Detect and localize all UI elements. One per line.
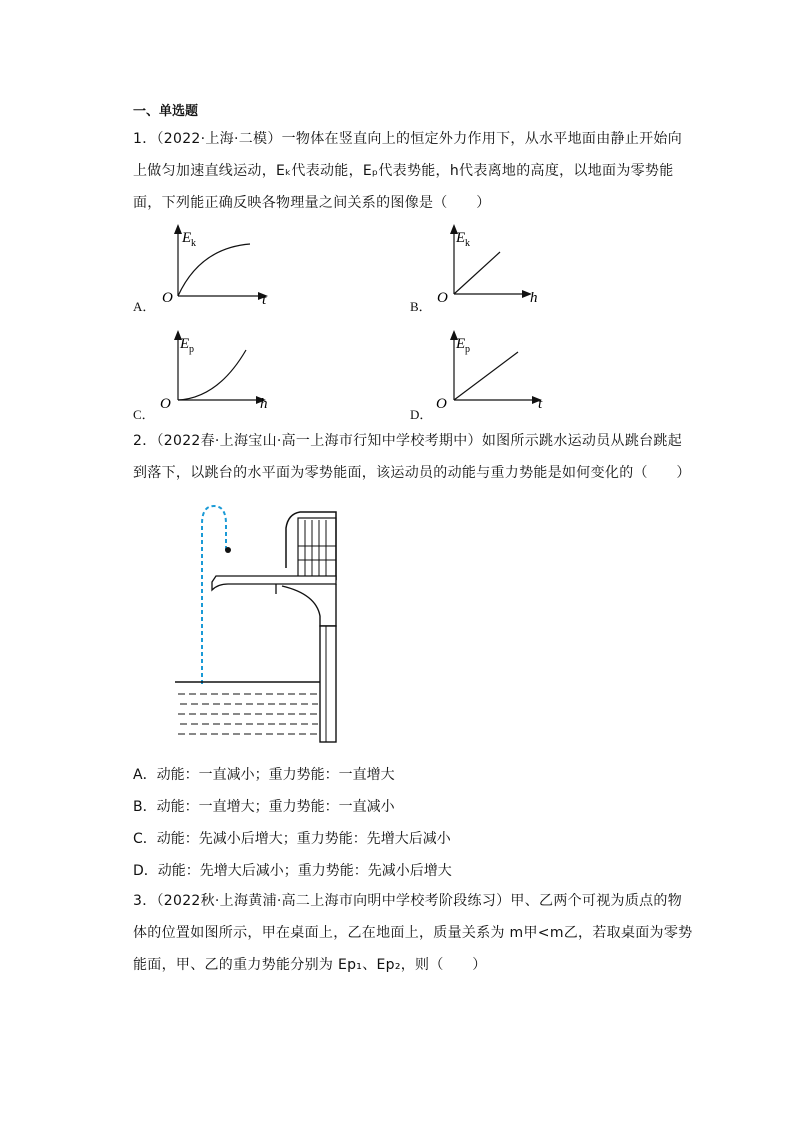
q1-d-ysub: p [465,344,470,355]
q1-c-curve [178,350,246,400]
q1-b-ylabel: E [456,230,466,246]
q1-option-b-graph [434,222,554,312]
q1-d-origin: O [436,396,447,412]
q1-line-2: 上做匀加速直线运动，Eₖ代表动能，Eₚ代表势能，h代表离地的高度，以地面为零势能 [133,163,674,179]
q2-choice-a: A．动能：一直减小；重力势能：一直增大 [133,767,395,783]
q2-choice-d: D．动能：先增大后减小；重力势能：先减小后增大 [133,863,452,879]
q1-a-ysub: k [191,238,196,249]
q2-choice-b: B．动能：一直增大；重力势能：一直减小 [133,799,395,815]
q1-b-xlabel: h [530,290,538,306]
q1-option-a-label: A． [133,299,156,314]
q1-b-ysub: k [465,238,470,249]
q2-choice-c: C．动能：先减小后增大；重力势能：先增大后减小 [133,831,451,847]
q1-c-origin: O [160,396,171,412]
q2-water-dashes [178,694,318,734]
q1-option-b-label: B． [410,299,432,314]
q2-diving-figure [170,498,350,748]
q2-line-2: 到落下，以跳台的水平面为零势能面，该运动员的动能与重力势能是如何变化的（ ） [133,465,691,481]
section-title: 一、单选题 [133,104,199,119]
q1-a-origin: O [162,290,173,306]
q2-tower-pillar [320,626,336,742]
q1-option-c-graph [158,328,278,418]
q2-diver-dot [225,547,231,553]
q3-line-1: 3．（2022秋·上海黄浦·高二上海市向明中学校考阶段练习）甲、乙两个可视为质点的物 [133,893,683,909]
q1-option-d-graph [434,328,554,418]
q1-line-3: 面，下列能正确反映各物理量之间关系的图像是（ ） [133,195,491,211]
q1-c-ylabel: E [180,336,190,352]
q1-b-origin: O [437,290,448,306]
q3-line-2: 体的位置如图所示，甲在桌面上，乙在地面上，质量关系为 m甲<m乙，若取桌面为零势 [133,925,693,941]
q1-d-xlabel: t [538,396,543,412]
q1-c-ysub: p [189,344,194,355]
q1-line-1: 1．（2022·上海·二模）一物体在竖直向上的恒定外力作用下，从水平地面由静止开始向 [133,131,683,147]
q1-d-ylabel: E [456,336,466,352]
q1-a-ylabel: E [182,230,192,246]
q2-trajectory-path [202,506,226,684]
q1-a-xlabel: t [262,292,267,308]
q1-a-curve [178,244,250,296]
q1-c-xlabel: h [260,396,268,412]
q1-b-line [454,252,500,294]
q1-d-line [454,352,518,400]
q1-option-c-label: C． [133,407,155,422]
q1-option-d-label: D． [410,407,433,422]
q2-diving-board [212,576,336,590]
q1-option-a-graph [158,222,278,312]
q2-line-1: 2．（2022春·上海宝山·高一上海市行知中学校考期中）如图所示跳水运动员从跳台跳起 [133,433,683,449]
q3-line-3: 能面，甲、乙的重力势能分别为 Ep₁、Ep₂，则（ ） [133,957,487,973]
